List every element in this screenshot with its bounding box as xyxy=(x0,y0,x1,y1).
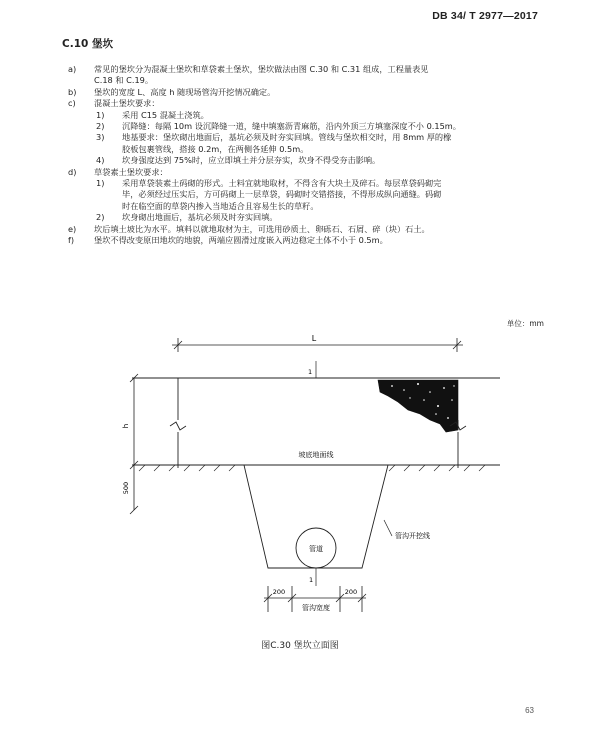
dimension-h-label: h xyxy=(122,423,130,429)
rubble-block xyxy=(378,380,458,432)
list-item xyxy=(68,87,548,98)
ground-line-label: 坡底地面线 xyxy=(298,451,334,459)
list-item xyxy=(68,75,548,86)
list-item xyxy=(68,235,548,246)
list-text: 草袋素土堡坎要求： xyxy=(94,166,168,177)
dimension-L-label: L xyxy=(311,334,317,343)
dimension-h xyxy=(130,374,138,469)
list-item xyxy=(68,189,548,200)
list-text: 坎身强度达到 75%时，应立即填土并分层夯实，坎身不得受夯击影响。 xyxy=(122,155,381,166)
slope-marker-top-label: 1 xyxy=(308,368,313,376)
dimension-200-right: 200 xyxy=(344,588,358,596)
list-marker: d) xyxy=(68,166,77,177)
list-item xyxy=(68,110,548,121)
list-item xyxy=(68,201,548,212)
list-text: 时在临空面的草袋内掺入当地适合且容易生长的草籽。 xyxy=(122,200,319,211)
trench-line-label: 管沟开挖线 xyxy=(395,532,430,540)
list-item xyxy=(68,144,548,155)
list-marker: 4) xyxy=(96,155,105,166)
list-marker: a) xyxy=(68,64,77,74)
document-id: DB 34/ T 2977—2017 xyxy=(432,10,538,22)
list-text: 胶板包裹管线，搭接 0.2m，在两侧各延伸 0.5m。 xyxy=(122,143,309,154)
list-marker: 2) xyxy=(96,212,105,223)
list-text: C.18 和 C.19。 xyxy=(94,75,154,86)
list-text: 混凝土堡坎要求： xyxy=(94,98,160,109)
dimension-500 xyxy=(130,465,138,514)
list-item xyxy=(68,64,548,75)
list-marker: 1) xyxy=(96,109,105,120)
wall-left-edge xyxy=(170,378,186,468)
list-marker: e) xyxy=(68,223,77,234)
list-item xyxy=(68,224,548,235)
list-text: 堡坎的宽度 L、高度 h 随现场管沟开挖情况确定。 xyxy=(94,86,276,97)
list-text: 毕，必须经过压实后，方可码砌上一层草袋，码砌时交错搭接，不得形成纵向通缝。码砌 xyxy=(122,189,442,200)
section-title: C.10 堡坎 xyxy=(62,38,113,50)
list-marker: 2) xyxy=(96,121,105,132)
list-text: 地基要求：堡坎砌出地面后，基坑必须及时夯实回填。管线与堡坎相交时，用 8mm 厚的橡 xyxy=(122,132,452,143)
list-text: 坎后填土坡比为水平。填料以就地取材为主，可选用砂质土、卵砾石、石屑、碎（块）石土。 xyxy=(94,223,430,234)
list-item xyxy=(68,167,548,178)
list-marker: 3) xyxy=(96,132,105,143)
figure-caption: 图C.30 堡坎立面图 xyxy=(261,641,339,651)
list-marker: 1) xyxy=(96,178,105,189)
elevation-figure xyxy=(0,330,600,630)
ground-hatching xyxy=(139,465,485,471)
list-text: 采用草袋装素土码砌的形式。土料宜就地取材，不得含有大块土及碎石。每层草袋码砌完 xyxy=(122,178,442,189)
list-text: 常见的堡坎分为混凝土堡坎和草袋素土堡坎，堡坎做法由图 C.30 和 C.31 组成，工程量表见 xyxy=(94,64,429,74)
list-item xyxy=(68,155,548,166)
list-item xyxy=(68,132,548,143)
list-item xyxy=(68,178,548,189)
list-item xyxy=(68,121,548,132)
section-body xyxy=(68,64,548,247)
list-text: 堡坎不得改变原田地坎的地貌，两端应圆滑过度嵌入两边稳定土体不小于 0.5m。 xyxy=(94,235,388,246)
list-text: 坎身砌出地面后，基坑必须及时夯实回填。 xyxy=(122,212,278,223)
page-number: 63 xyxy=(525,706,534,715)
list-text: 沉降缝：每隔 10m 设沉降缝一道，缝中填塞沥青麻筋，沿内外顶三方填塞深度不小 0.15m。 xyxy=(122,121,461,132)
list-item xyxy=(68,98,548,109)
list-marker: f) xyxy=(68,235,75,246)
list-marker: b) xyxy=(68,86,77,97)
dimension-500-label: 500 xyxy=(122,481,130,495)
slope-marker-bottom-label: 1 xyxy=(309,576,314,584)
trench-leader xyxy=(384,520,392,536)
pipe-label: 管道 xyxy=(309,545,323,553)
list-item xyxy=(68,212,548,223)
list-marker: c) xyxy=(68,98,76,109)
list-text: 采用 C15 混凝土浇筑。 xyxy=(122,109,209,120)
unit-label: 单位：mm xyxy=(506,319,544,328)
dimension-L xyxy=(172,338,463,352)
dimension-200-left: 200 xyxy=(272,588,286,596)
trench-width-label: 管沟宽度 xyxy=(302,604,330,612)
